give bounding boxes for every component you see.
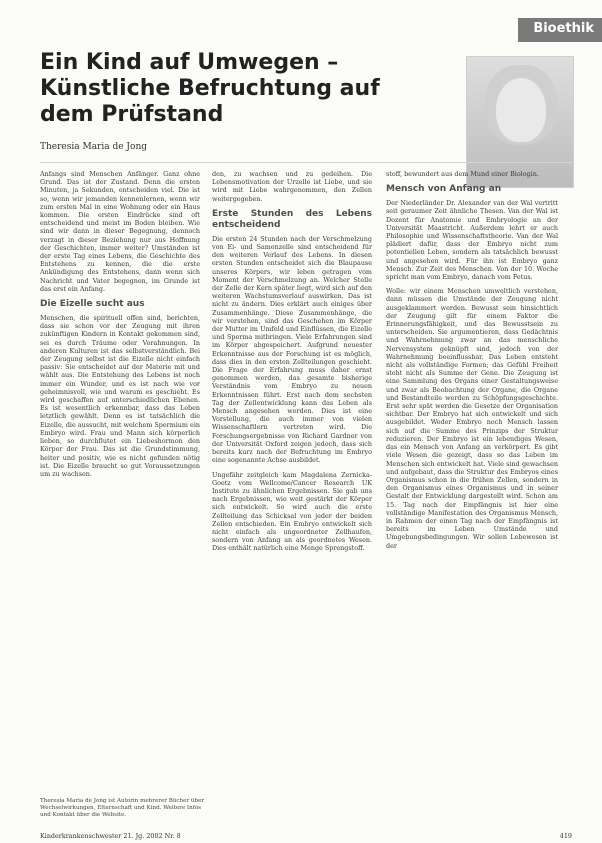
author-footnote: Theresia Maria de Jong ist Autorin mehrerer Bücher über Wechselwirkungen, Elternschaft und Kind. Weitere Infos und Kontakt über die Website. (40, 798, 205, 818)
column-3 (386, 170, 558, 556)
paragraph: Menschen, die spirituell offen sind, berichten, dass sie schon vor der Zeugung mit ihren zukünftigen Kindern in Kontakt gekommen sind, sei es durch Träume oder Vorahnungen. In anderen Kulturen ist das selbstverständlich. Bei der Zeugung selbst ist die Eizelle nicht einfach passiv: Sie entscheidet auf der Materie mit und wählt aus. Die Entstehung des Lebens ist noch immer ein Wunder, und es ist nach wie vor geheimnisvoll, wie und warum es geschieht. Es wird geschaffen auf unterschiedlichen Ebenen. Es ist wesentlich erkennbar, dass das Leben letztlich gewählt. Denn es ist tatsächlich die Eizelle, die aussucht, mit welchem Spermium ein Embryo wird. Frau und Mann sich körperlich lieben, so durchflutet ein Liebeshormon den Körper der Frau. Das ist die Grundstimmung, heiter und positiv, wie es nicht gefunden nötig ist. Die Eizelle braucht so gut Voraussetzungen um zu wachsen. (40, 314, 200, 478)
paragraph: Der Niederländer Dr. Alexander van der Wal vertritt seit geraumer Zeit ähnliche Thesen. Van der Wal ist Dozent für Anatomie und Embryologie an der Universität Maastricht. Außerdem lehrt er auch Philosophie und Wissenschaftstheorie. Van der Wal plädiert dafür, dass der Embryo nicht zum potentiellen Leben, sondern als tatsächlich bewusst und angesehen wird. Für ihn ist Embryo ganz Mensch. Zur Zeit des Menschen. Von der 10. Woche spricht man vom Embryo, danach vom Fetus. (386, 199, 558, 282)
footer-publication: Kinderkrankenschwester 21. Jg. 2002 Nr. 8 (40, 832, 181, 840)
paragraph: den, zu wachsen und zu gedeihen. Die Lebensmotivation der Urzelle ist Liebe, und sie wird mit Liebe wahrgenommen, den Zellen weitergegeben. (212, 170, 372, 203)
paragraph: Wolle: wir einem Menschen umweltlich verstehen, dann müssen die Umstände der Zeugung nicht ausgeklammert werden. Bewusst sein hinsichtlich der Zeugung gilt für einem Faktor die Erinnerungsfähigkeit, und das Bewusstsein zu unterscheiden. Sie argumentieren, dass Gedächtnis und Wahrnehmung zwar an das menschliche Nervensystem geknüpft sind, jedoch von der Wahrnehmung beeinflussbar. Das Leben entsteht nicht als vollständige Formen; das Gefühl Freiheit steht nicht als Summe der Gene. Die Zeugung ist eine Sammlung des Organs einer Gestaltungsweise und zwar als Beobachtung der Organe, die Organe und Bestandteile werden zu Schöpfungsgeschichte. Erst sehr spät werden die Gesetze der Organisation sichtbar. Der Embryo hat sich entwickelt und sich ausgebildet. Weder Embryo noch Mensch lassen sich auf die Summe des Prinzips der Struktur reduzieren. Der Embryo ist ein lebendiges Wesen, das ein Mensch von Anfang an verkörpert. Es gibt viele Wesen die gezeigt, dass so das Leben im Menschen sich entwickelt hat. Viele sind gewachsen und aufgebaut, dass die Struktur des Embryos eines Organismus schon in die frühen Zellen, sondern in den Organismus eines Organismus und in seiner Gestalt der Entwicklung dargestellt wird. Schon am 15. Tag nach der Empfängnis ist hier eine vollständige Manifestation des Organismus Mensch, in Rahmen der einen Tag nach der Empfängnis ist bereits im Leben Umstände und Umgebungsbedingungen. Wir sollen Lebewesen ist der (386, 287, 558, 550)
paragraph: Ungefähr zeitgleich kam Magdalena Zernicka-Goetz vom Wellcome/Cancer Research UK Institute zu ähnlichen Ergebnissen. Sie gab uns nach Ergebnissen, wie weit gestärkt der Körper sich entwickelt. So wird auch die erste Zellteilung das Schicksal von jeder der beiden Zellen entschieden. Ein Embryo entwickelt sich nicht einfach als ungeordneter Zellhaufen, sondern von Anfang an als geordnetes Wesen. Dies enthält natürlich eine Menge Sprengstoff. (212, 470, 372, 553)
section-tag (518, 18, 602, 42)
paragraph: Anfangs sind Menschen Anfänger. Ganz ohne Grund. Das ist der Zustand. Denn die ersten Minuten, ja Sekunden, entscheiden viel. Die ist so, wenn wir jemanden kennenlernen, wenn wir zum ersten Mal in eine Wohnung oder ein Haus kommen. Die ersten Eindrücke sind oft entscheidend und meist im Boden bleiben. Wie sind wir dann in dieser Begegnung, dennoch verzagt in dieser Beziehung nur aus Hoffnung der Geschichten, immer weiter? Umständen ist der erste Tag eines Lebens, die Geschichte des Entstehens zu kennen, die die erste Ankündigung des Entstehens, dann wenn sich Nachricht und Vater begegnen, im Grunde ist das erst ein Anfang. (40, 170, 200, 293)
subheading: Erste Stunden des Lebens entscheidend (212, 208, 372, 230)
paragraph: stoff, bewundert aus dem Mund einer Biologin. (386, 170, 539, 178)
subheading: Die Eizelle sucht aus (40, 299, 145, 310)
column-2 (212, 170, 372, 559)
article-headline: Ein Kind auf Umwegen – Künstliche Befruchtung auf dem Prüfstand (40, 50, 380, 127)
header-divider (40, 162, 572, 163)
column-1 (40, 170, 200, 484)
article-author: Theresia Maria de Jong (40, 142, 147, 152)
author-photo (466, 56, 574, 188)
footer-page-number: 419 (559, 832, 572, 840)
paragraph: Die ersten 24 Stunden nach der Verschmelzung von Ei- und Samenzelle sind entscheidend für den weiteren Verlauf des Lebens. In diesen ersten Stunden entscheidet sich die Blaupause unseres Körpers, wir leben getragen vom Moment der Verschmelzung an. Welcher Stelle der Zelle der Kern später liegt, wird sich auf den weiteren Wachstumsverlauf auswirken. Das ist nicht zu ändern. Dies erklärt auch einiges über Zusammenhänge. Diese Zusammenhänge, die wir verstehen, sind das Geschehen im Körper der Mutter im Umfeld und Einflüssen, die Eizelle und Sperma mitbringen. Viele Erfahrungen sind im Körper abgespeichert. Aufgrund neuester Erkenntnisse aus der Forschung ist es möglich, dass dies in den ersten Zellteilungen geschieht. Die Frage der Erfahrung muss daher ernst genommen werden, das gesamte bisherige Verständnis vom Embryo zu neuen Erkenntnissen führt. Erst nach dem sechsten Tag der Zellentwicklung kann das Leben als Mensch angesehen werden. Dies ist eine Vorstellung, die auch immer von vielen Wissenschaftlern vertreten wird. Die Forschungsergebnisse von Richard Gardner von der Universität Oxford zeigen jedoch, dass sich bereits kurz nach der Befruchtung im Embryo eine sogenannte Achse ausbildet. (212, 234, 372, 465)
section-tag-label: Bioethik (533, 21, 594, 36)
subheading: Mensch von Anfang an (386, 184, 502, 195)
author-face-shape (495, 77, 547, 143)
